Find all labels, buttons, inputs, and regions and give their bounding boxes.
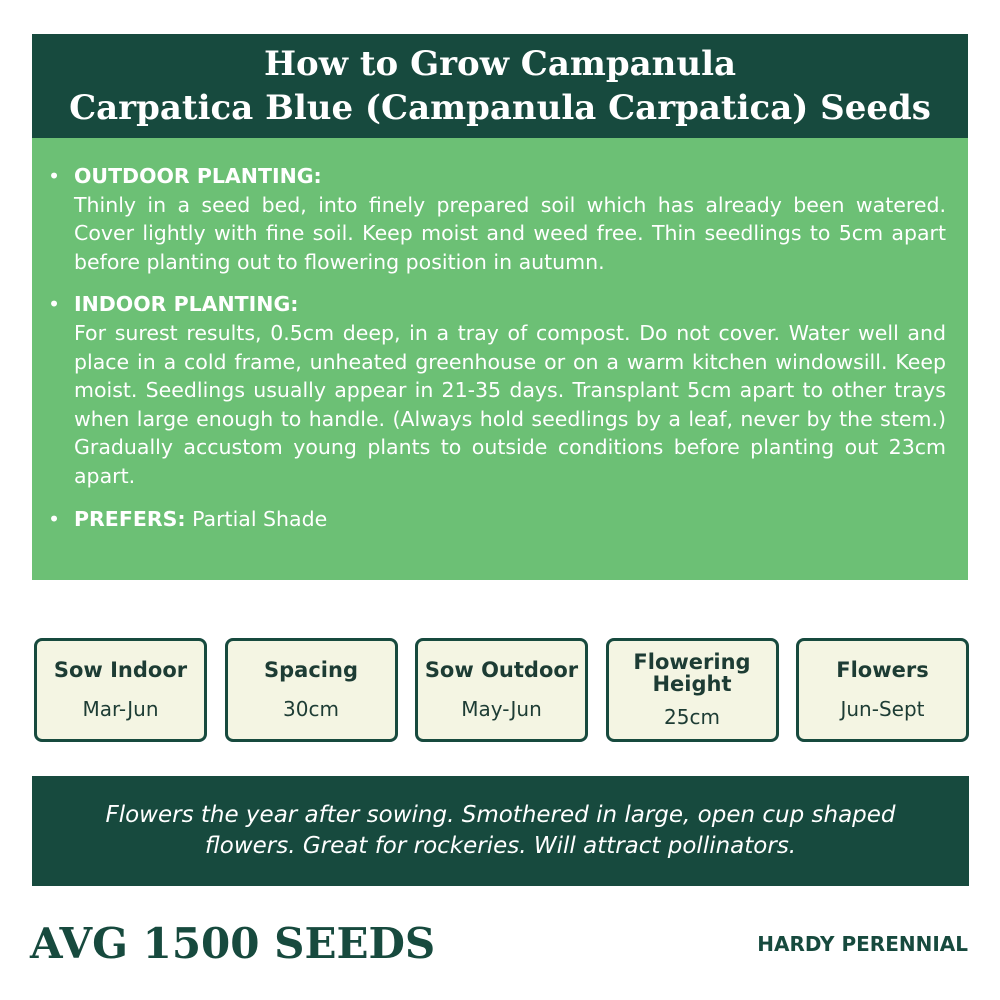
page-title [32,34,968,138]
stat-sow-indoor [34,638,207,742]
stat-label: Flowering Height [633,650,751,696]
seed-count: AVG 1500 SEEDS [30,919,436,968]
instruction-text: For surest results, 0.5cm deep, in a tray of compost. Do not cover. Water well and place in a cold frame, unheated greenhouse or on a warm kitchen windowsill. Keep moist. Seedlings usually appear in 21-35 days. Transplant 5cm apart to other trays when large enough to handle. (Always hold seedlings by a leaf, never by the stem.) Gradually accustom young plants to outside conditions before planting out 23cm apart. [74,320,946,488]
stat-value: 30cm [283,697,339,721]
stat-flowering-height [606,638,779,742]
instruction-title: INDOOR PLANTING: [74,292,299,317]
instruction-title: PREFERS: [74,506,186,531]
instruction-prefers [48,505,946,534]
stat-label: Spacing [264,658,358,682]
stat-spacing [225,638,398,742]
stat-value: 25cm [664,705,720,729]
bullet-icon: • [48,506,61,531]
planting-instructions [32,138,968,580]
stat-sow-outdoor [415,638,588,742]
stat-label: Sow Indoor [53,658,188,682]
stat-value: May-Jun [461,697,542,721]
growing-stats [34,638,969,742]
plant-type-label: HARDY PERENNIAL [757,932,968,956]
bullet-icon: • [48,164,61,188]
stat-label: Flowers [836,658,929,682]
title-line-1: How to Grow Campanula [263,44,737,84]
title-line-2: Carpatica Blue (Campanula Carpatica) Seeds [69,88,931,128]
instruction-text: Partial Shade [192,506,328,531]
instruction-indoor [48,290,946,490]
bullet-icon: • [48,292,61,317]
instruction-title: OUTDOOR PLANTING: [74,164,322,188]
plant-description: Flowers the year after sowing. Smothered in large, open cup shaped flowers. Great for rockeries. Will attract pollinators. [32,776,969,886]
stat-flowers [796,638,969,742]
instruction-outdoor [48,162,946,276]
instruction-text: Thinly in a seed bed, into finely prepared soil which has already been watered. Cover lightly with fine soil. Keep moist and weed free. Thin seedlings to 5cm apart before planting out to flowering position in autumn. [74,192,946,274]
stat-value: Jun-Sept [840,697,925,721]
stat-value: Mar-Jun [82,697,159,721]
stat-label: Sow Outdoor [424,658,579,682]
